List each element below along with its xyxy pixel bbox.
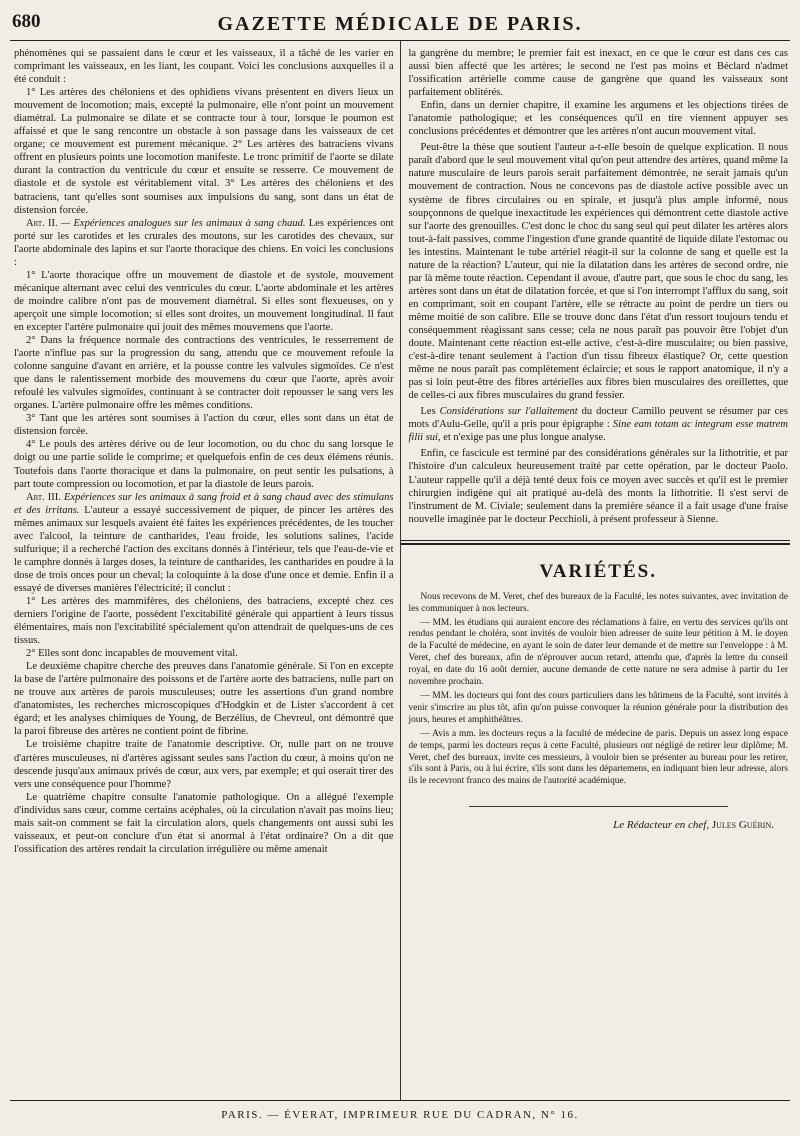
- paragraph: 1° Les artères des mammifères, des chéloniens, des batraciens, excepté chez ces derniers l'origine de l'aorte, possèdent l'excitabilité générale qui appartient à leurs tissus élémentaires, mais non l'excitabilité spécialement qu'on attendrait de quelques-uns de ces tissus.: [14, 595, 394, 647]
- paragraph: Le quatrième chapitre consulte l'anatomie pathologique. On a allégué l'exemple d'individus sans cœur, comme certains acéphales, où la circulation n'avait pas moins lieu; mais sait-on comment se fait la circulation alors, quels changements ont aussi subi les vaisseaux, et peut-on conclure d'un état si anormal à l'état ordinaire? On a dit que l'ossification des artères rendait la circulation irrégulière ou même amenait: [14, 791, 394, 855]
- notice-paragraph: — MM. les étudians qui auraient encore des réclamations à faire, en vertu des services qu'ils ont rendus pendant le choléra, sont invités de vouloir bien adresser de suite leur pétition à M. le doyen de la Faculté de médecine, en ayant le soin de dater leur demande et de mettre sur l'enveloppe : à M. Veret, chef des bureaux, afin de n'éprouver aucun retard, attendu que, d'après la lettre du conseil royal, en date du 16 août dernier, aucune demande de cette nature ne sera admise à partir du 1er novembre prochain.: [408, 617, 788, 688]
- article-label: Art. III.: [26, 491, 65, 503]
- section-title: Expériences sur les animaux à sang froid et à sang chaud avec des stimulans et des irritans.: [14, 491, 394, 516]
- notice-paragraph: — Avis a mm. les docteurs reçus a la faculté de médecine de paris. Depuis un assez long espace de temps, parmi les docteurs reçus à cette Faculté, plusieurs ont négligé de retirer leur diplôme; M. Veret, chef des bureaux, invite ces messieurs, à vouloir bien se présenter au bureau pour les retirer, s'ils sont à Paris, ou à lui écrire, s'ils sont dans les départemens, en indiquant bien leur adresse, alors ils le recevront franco des mains de l'autorité académique.: [408, 728, 788, 787]
- paragraph: Enfin, dans un dernier chapitre, il examine les argumens et les objections tirées de l'anatomie pathologique; et les conséquences qu'il en tire viennent appuyer ses conclusions précédentes et démontrer que les artères n'ont aucun mouvement vital.: [408, 100, 788, 138]
- paragraph: Peut-être la thèse que soutient l'auteur a-t-elle besoin de quelque explication. Il nous paraît d'abord que le seul mouvement vital qu'on peut attendre des artères, quand même la nature musculaire de leurs parois serait parfaitement démontrée, ne serait jamais qu'un mouvement de contraction. Nous ne concevons pas de diastole active possible avec un système de fibres circulaires ou en spirale, et jusqu'à plus ample informé, nous soupçonnons de quelque inexactitude les expériences qui démontrent cette diastole active sur l'aorte des grenouilles. C'est donc le choc du sang seul qui peut dilater les artères alors tout-à-fait passives, comme l'ingestion d'une grande quantité de liquide dilate l'estomac ou les intestins. Maintenant le tube artériel réagit-il sur la colonne de sang et quelle est la nature de la réaction? L'auteur, qui nie la dilatation dans les artères de second ordre, nie par là même toute réaction. Cependant il avoue, d'autre part, que sous le choc du sang, les artères sont dans un état de dilatation forcée, et que si l'on interrompt l'afflux du sang, soit en comprimant, soit en coupant l'artère, elle se rétracte au point de perdre un tiers ou même moitié de son calibre. Elle se trouve donc dans l'état d'un ressort toujours tendu et conséquemment réagissant sans cesse; cela ne nous paraît pas pouvoir être l'objet d'un doute. Maintenant cette réaction est-elle active, c'est-à-dire musculaire; ou bien passive, c'est-à-dire tenant seulement à l'action d'un tissu fibreux élastique? Or, cette question même ne nous paraît pas complètement éclaircie; et sous le rapport anatomique, il n'y a pas si loin peut-être des fibres artérielles aux fibres bien musculaires des oreillettes, que de celles-ci aux fibres musculaires du grand fessier.: [408, 142, 788, 402]
- paragraph: 4° Le pouls des artères dérive ou de leur locomotion, ou du choc du sang lorsque le doigt ou une partie solide le comprime; et quelquefois enfin de ces deux élémens réunis. Toutefois dans l'aorte thoracique et dans la pulmonaire, on peut sentir les pulsations, à part toute compression ou locomotion, et par la diastole de leurs parois.: [14, 439, 394, 490]
- article-columns: [10, 41, 790, 1101]
- article-label: Art. II.: [26, 217, 61, 229]
- paragraph: 1° Les artères des chéloniens et des ophidiens vivans présentent en divers lieux un mouvement de locomotion; mais, excepté la pulmonaire, elle n'ont point un mouvement diamétral. La pulmonaire se dilate et se contracte tour à tour, lorsque le poumon est affaissé et que le sang rencontre un obstacle à son passage dans les vaisseaux de cet organe; ce mouvement est purement mécanique. 2° Les artères des batraciens vivans offrent en plusieurs points une locomotion manifeste. Le tronc primitif de l'aorte se dilate durant la contraction du ventricule du cœur et ensuite se resserre. Ce mouvement de diastole et de systole est véritablement vital. 3° Les artères des chéloniens et des batraciens, tant qu'elles sont soumises aux impulsions du sang, sont dans un état de distension forcée.: [14, 87, 394, 216]
- paragraph: phénomènes qui se passaient dans le cœur et les vaisseaux, il a tâché de les varier en comprimant les vaisseaux, en les liant, les coupant. Voici les conclusions auxquelles il a été conduit :: [14, 48, 394, 86]
- section-title: Considérations sur l'allaitement: [439, 406, 578, 418]
- paragraph: la gangrène du membre; le premier fait est inexact, en ce que le cœur est dans ces cas aussi bien affecté que les artères; le second ne l'est pas moins et Béclard n'admet l'ossification artérielle comme cause de gangrène que quand les vaisseaux sont parfaitement oblitérés.: [408, 48, 788, 99]
- right-column: [401, 41, 791, 1101]
- paragraph: Art. II. — Expériences analogues sur les animaux à sang chaud. Les expériences ont porté sur les carotides et les crurales des moutons, sur les carotides des chevaux, sur l'aorte abdominale des lapins et sur l'aorte thoracique des chiens. En voici les conclusions :: [14, 217, 394, 268]
- signature-name: Jules Guérin.: [711, 819, 774, 832]
- page-header: [10, 10, 790, 41]
- signature-role: Le Rédacteur en chef,: [613, 819, 710, 832]
- section-rule-thick: [401, 543, 791, 545]
- paragraph: Le deuxième chapitre cherche des preuves dans l'anatomie générale. Si l'on en excepte la base de l'artère pulmonaire des poissons et de l'artère aorte des batraciens, nulle part on ne trouve aux artères de parois musculeuses; outre les assertions d'un grand nombre d'anatomistes, les recherches microscopiques d'Hodgkin et de Lister s'accordent à cet égard; et les analyses chimiques de Young, de Berzélius, de Chevreul, ont démontré que la paroi fibreuse des artères ne contient point de fibrine.: [14, 661, 394, 738]
- masthead-title: GAZETTE MÉDICALE DE PARIS.: [217, 13, 583, 35]
- notice-paragraph: Nous recevons de M. Veret, chef des bureaux de la Faculté, les notes suivantes, avec invitation de les communiquer à nos lecteurs.: [408, 591, 788, 614]
- review-continuation: [409, 47, 789, 526]
- paragraph: Les Considérations sur l'allaitement du docteur Camillo peuvent se résumer par ces mots d'Aulu-Gelle, qu'il a pris pour épigraphe : Sine eam totam ac integram esse matrem filii sui, et n'exige pas une plus longue analyse.: [408, 406, 788, 444]
- paragraph: 2° Dans la fréquence normale des contractions des ventricules, le resserrement de l'aorte n'influe pas sur la progression du sang, attendu que ce mouvement refoule la colonne sanguine d'avant en arrière, et la pousse contre les valvules sigmoïdes. Ce n'est que dans le ralentissement morbide des mouvemens du cœur que l'aorte, après avoir refoulé les valvules sigmoïdes, continuant à se contracter doit repousser le sang vers les organes. L'artère pulmonaire offre les mêmes conditions.: [14, 335, 394, 412]
- notice-paragraph: — MM. les docteurs qui font des cours particuliers dans les bâtimens de la Faculté, sont invités à venir s'inscrire au plus tôt, afin qu'on puisse convoquer la réunion générale pour la distribution des jours, heures et amphithéâtres.: [408, 690, 788, 725]
- epigraph: Sine eam totam ac integram esse matrem filii sui: [408, 419, 788, 444]
- section-rule: [401, 540, 791, 541]
- paragraph: Le troisième chapitre traite de l'anatomie descriptive. Or, nulle part on ne trouve d'artères musculeuses, ni d'artères agissant seules sans l'action du cœur, à moins qu'on ne descende jusqu'aux animaux privés de cœur, aux vers, par exemple; et qui oserait tirer des vers une conséquence pour l'homme?: [14, 739, 394, 790]
- printer-imprint: PARIS. — ÉVERAT, IMPRIMEUR RUE DU CADRAN, N° 16.: [10, 1100, 790, 1121]
- page-number: 680: [12, 11, 41, 32]
- editor-signature: [409, 819, 789, 832]
- section-title: — Expériences analogues sur les animaux à sang chaud.: [60, 217, 306, 229]
- signature-rule: [469, 806, 729, 807]
- paragraph: 1° L'aorte thoracique offre un mouvement de diastole et de systole, mouvement mécanique alternant avec celui des ventricules du cœur. L'aorte abdominale et les artères de moindre calibre n'ont pas de mouvement diamétral. Si elles sont flexueuses, on y aperçoit une simple locomotion; si elles sont droites, un mouvement longitudinal. Il faut en excepter l'artère pulmonaire qui jouit des mêmes mouvemens que l'aorte.: [14, 269, 394, 333]
- varietes-heading: VARIÉTÉS.: [539, 560, 657, 582]
- paragraph: 3° Tant que les artères sont soumises à l'action du cœur, elles sont dans un état de distension forcée.: [14, 413, 394, 438]
- left-column: [10, 41, 400, 1101]
- paragraph: Enfin, ce fascicule est terminé par des considérations générales sur la lithotritie, et par l'histoire d'un calculeux heureusement traité par cette opération, par le docteur Paolo. L'auteur rappelle qu'il a déjà tenté deux fois ce moyen avec succès et qu'il est le premier chirurgien indigène qui ait pratiqué au-delà des monts la lithotritie. Il s'est servi de l'instrument de M. Civiale; seulement dans la première séance il a fait usage d'une fraise nouvelle imaginée par le docteur Pecchioli, à présent professeur à Sienne.: [408, 448, 788, 525]
- paragraph: Art. III. Expériences sur les animaux à sang froid et à sang chaud avec des stimulans et des irritans. L'auteur a essayé successivement de piquer, de pincer les artères des mêmes animaux sur lesquels avaient été faites les expériences précédentes, de les toucher avec l'alcool, la teinture de cantharides, l'eau froide, les solutions salines, l'acide sulfurique; il a recherché l'action des excitans donnés à l'intérieur, tels que l'eau-de-vie et le camphre donnés à larges doses, la teinture de cantharides, les cantharides en poudre à la dose de trois onces pour un cheval; la coloquinte à la dose d'une once et demie. Enfin il a essayé de diverses manières l'électricité; il conclut :: [14, 491, 394, 594]
- varietes-notices: [409, 592, 789, 789]
- paragraph: 2° Elles sont donc incapables de mouvement vital.: [26, 648, 238, 660]
